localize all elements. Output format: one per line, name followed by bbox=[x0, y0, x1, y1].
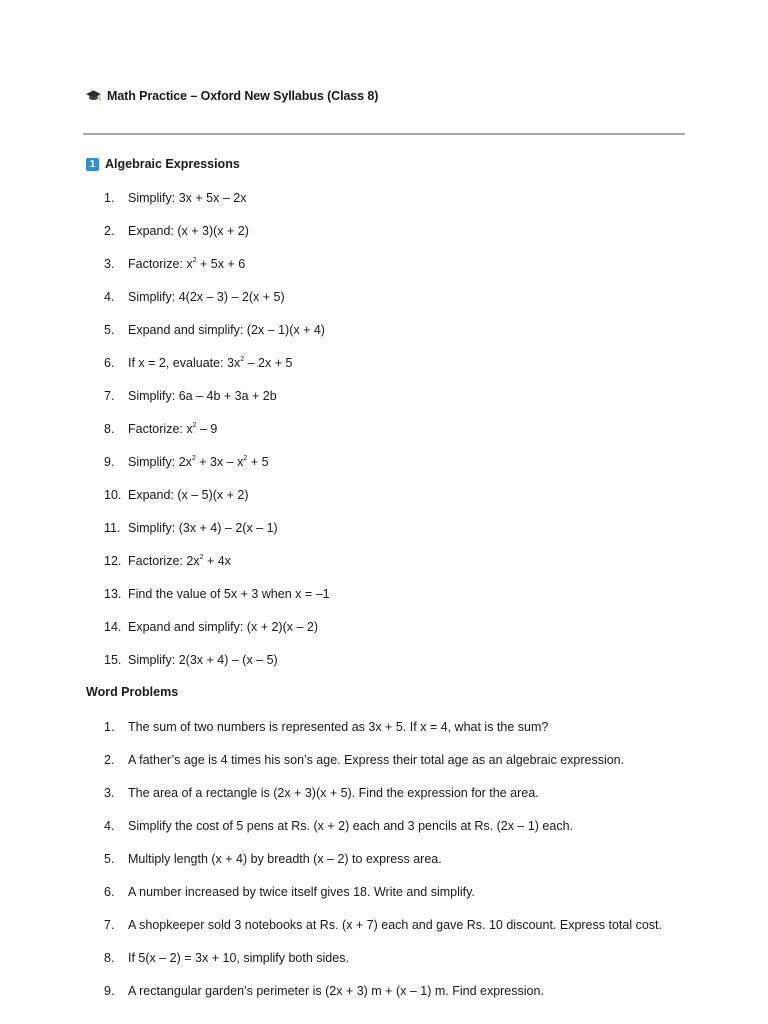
word-problems-list bbox=[104, 719, 662, 1016]
list-item bbox=[104, 223, 330, 256]
item-text: A rectangular garden’s perimeter is (2x + 3) m + (x – 1) m. Find expression. bbox=[128, 984, 544, 998]
item-text: + 5 bbox=[247, 455, 269, 469]
list-item bbox=[104, 619, 330, 652]
title-row bbox=[86, 89, 378, 103]
exponent: 2 bbox=[240, 355, 245, 363]
page-title: Math Practice – Oxford New Syllabus (Class 8) bbox=[107, 89, 379, 103]
list-item bbox=[104, 487, 330, 520]
item-number: 5. bbox=[104, 852, 115, 866]
list-item bbox=[104, 454, 330, 487]
item-text: Expand and simplify: (x + 2)(x – 2) bbox=[128, 620, 319, 634]
graduation-cap-icon bbox=[86, 89, 101, 103]
item-number: 13. bbox=[104, 587, 122, 601]
item-number: 6. bbox=[104, 356, 115, 370]
item-text: A shopkeeper sold 3 notebooks at Rs. (x + 7) each and gave Rs. 10 discount. Express total cost. bbox=[128, 918, 662, 932]
item-number: 1. bbox=[104, 720, 115, 734]
section-title: Algebraic Expressions bbox=[105, 157, 240, 171]
item-text: – 9 bbox=[196, 422, 218, 436]
item-number: 3. bbox=[104, 257, 115, 271]
item-text: The area of a rectangle is (2x + 3)(x + 5). Find the expression for the area. bbox=[128, 786, 539, 800]
item-text: Simplify: 4(2x – 3) – 2(x + 5) bbox=[128, 290, 285, 304]
item-text: Expand: (x – 5)(x + 2) bbox=[128, 488, 249, 502]
word-problems-heading: Word Problems bbox=[86, 685, 179, 699]
list-item bbox=[104, 818, 662, 851]
exponent: 2 bbox=[192, 256, 197, 264]
algebraic-expressions-list bbox=[104, 190, 330, 685]
item-number: 6. bbox=[104, 885, 115, 899]
item-text: Simplify: (3x + 4) – 2(x – 1) bbox=[128, 521, 278, 535]
item-number: 7. bbox=[104, 389, 115, 403]
item-text: Factorize: 2x bbox=[128, 554, 200, 568]
item-number: 3. bbox=[104, 786, 115, 800]
list-item bbox=[104, 421, 330, 454]
item-number: 14. bbox=[104, 620, 122, 634]
number-one-badge-icon: 1 bbox=[86, 158, 99, 171]
item-number: 15. bbox=[104, 653, 122, 667]
item-text: – 2x + 5 bbox=[244, 356, 293, 370]
item-text: Simplify: 2(3x + 4) – (x – 5) bbox=[128, 653, 278, 667]
item-number: 4. bbox=[104, 819, 115, 833]
item-text: Simplify: 2x bbox=[128, 455, 192, 469]
list-item bbox=[104, 190, 330, 223]
item-text: + 3x – x bbox=[195, 455, 244, 469]
item-text: Simplify the cost of 5 pens at Rs. (x + 2) each and 3 pencils at Rs. (2x – 1) each. bbox=[128, 819, 574, 833]
list-item bbox=[104, 520, 330, 553]
item-text: + 5x + 6 bbox=[196, 257, 246, 271]
list-item bbox=[104, 719, 662, 752]
exponent: 2 bbox=[191, 454, 196, 462]
item-number: 5. bbox=[104, 323, 115, 337]
item-text: A number increased by twice itself gives 18. Write and simplify. bbox=[128, 885, 475, 899]
item-text: Factorize: x bbox=[128, 422, 193, 436]
list-item bbox=[104, 851, 662, 884]
list-item bbox=[104, 355, 330, 388]
list-item bbox=[104, 917, 662, 950]
list-item bbox=[104, 289, 330, 322]
item-number: 2. bbox=[104, 753, 115, 767]
item-number: 9. bbox=[104, 984, 115, 998]
item-number: 2. bbox=[104, 224, 115, 238]
item-text: If 5(x – 2) = 3x + 10, simplify both sides. bbox=[128, 951, 349, 965]
item-text: Multiply length (x + 4) by breadth (x – 2) to express area. bbox=[128, 852, 442, 866]
list-item bbox=[104, 983, 662, 1016]
exponent: 2 bbox=[192, 421, 197, 429]
item-text: Expand: (x + 3)(x + 2) bbox=[128, 224, 249, 238]
item-number: 12. bbox=[104, 554, 122, 568]
list-item bbox=[104, 950, 662, 983]
item-number: 4. bbox=[104, 290, 115, 304]
item-number: 10. bbox=[104, 488, 122, 502]
item-text: Factorize: x bbox=[128, 257, 193, 271]
list-item bbox=[104, 752, 662, 785]
item-text: Find the value of 5x + 3 when x = –1 bbox=[128, 587, 330, 601]
list-item bbox=[104, 388, 330, 421]
section-heading-algebraic-expressions bbox=[86, 157, 240, 171]
item-text: The sum of two numbers is represented as 3x + 5. If x = 4, what is the sum? bbox=[128, 720, 549, 734]
item-number: 11. bbox=[104, 521, 121, 535]
item-number: 1. bbox=[104, 191, 115, 205]
list-item bbox=[104, 652, 330, 685]
exponent: 2 bbox=[199, 553, 204, 561]
list-item bbox=[104, 322, 330, 355]
item-text: A father’s age is 4 times his son’s age. Express their total age as an algebraic expression. bbox=[128, 753, 625, 767]
item-text: If x = 2, evaluate: 3x bbox=[128, 356, 241, 370]
item-number: 8. bbox=[104, 951, 115, 965]
list-item bbox=[104, 256, 330, 289]
horizontal-divider bbox=[83, 133, 685, 135]
item-text: Expand and simplify: (2x – 1)(x + 4) bbox=[128, 323, 325, 337]
item-number: 8. bbox=[104, 422, 115, 436]
list-item bbox=[104, 884, 662, 917]
exponent: 2 bbox=[243, 454, 248, 462]
item-text: + 4x bbox=[203, 554, 231, 568]
list-item bbox=[104, 785, 662, 818]
item-number: 7. bbox=[104, 918, 115, 932]
list-item bbox=[104, 553, 330, 586]
item-number: 9. bbox=[104, 455, 115, 469]
item-text: Simplify: 6a – 4b + 3a + 2b bbox=[128, 389, 277, 403]
list-item bbox=[104, 586, 330, 619]
item-text: Simplify: 3x + 5x – 2x bbox=[128, 191, 247, 205]
